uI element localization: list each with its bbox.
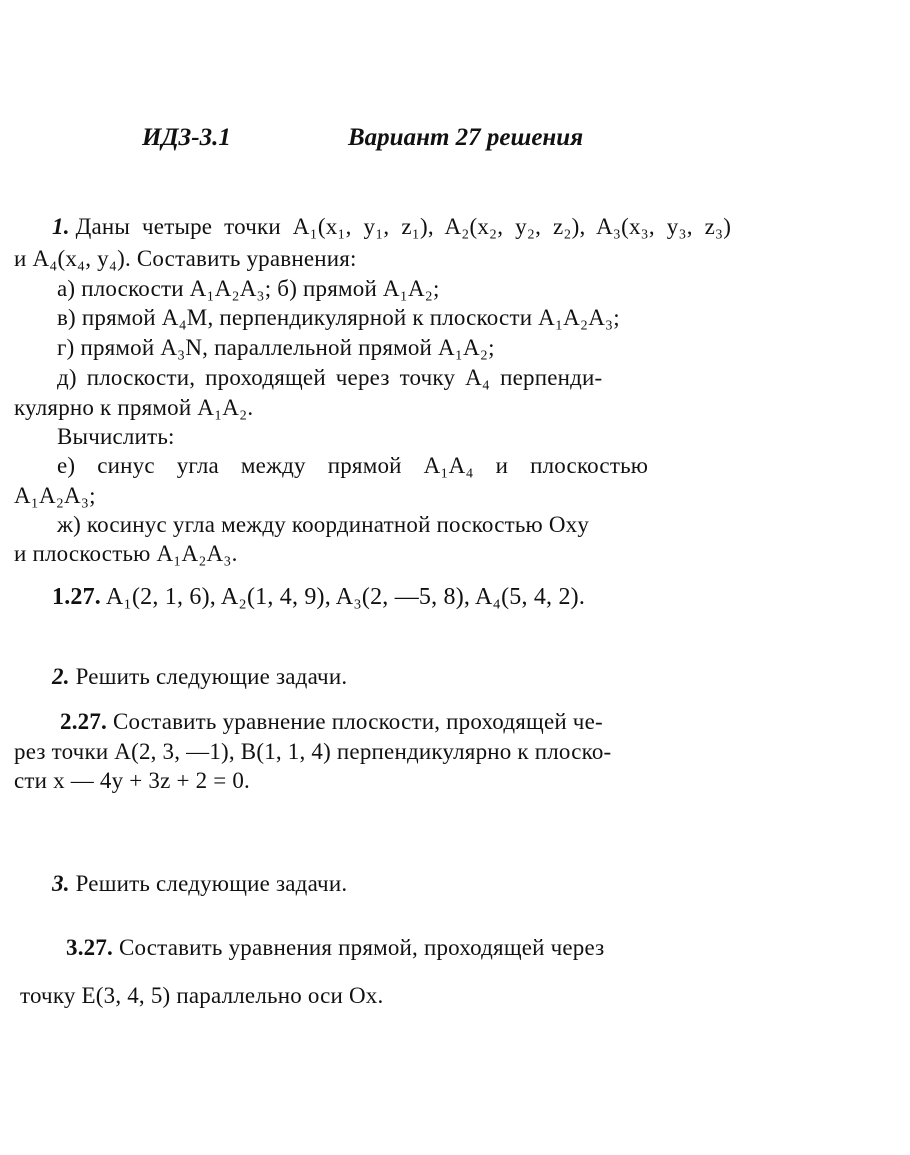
data-1-27-number: 1.27.: [52, 584, 101, 610]
task-3-27-text-1: Составить уравнения прямой, проходящей через: [118, 935, 605, 960]
task-2-number: 2.: [52, 664, 70, 689]
task-1-item-d-line-2: кулярно к прямой A₁A₂.: [14, 395, 254, 420]
task-3-27-number: 3.27.: [66, 935, 113, 960]
data-1-27: [52, 584, 585, 611]
task-1-calc-label: Вычислить:: [57, 424, 175, 449]
task-1-number: 1.: [52, 214, 70, 239]
task-1-item-zh-line-1: ж) косинус угла между координатной поскостью Oxy: [57, 512, 590, 537]
document-header: [0, 124, 910, 164]
task-3-number: 3.: [52, 871, 70, 896]
variant-title: Вариант 27 решения: [348, 124, 584, 151]
task-2-27-number: 2.27.: [60, 709, 107, 734]
task-1-item-e-line-2: A₁A₂A₃;: [14, 483, 96, 508]
task-1-item-g: г) прямой A₃N, параллельной прямой A₁A₂;: [57, 335, 495, 360]
task-2-text: Решить следующие задачи.: [75, 664, 348, 689]
task-2-27-line-2: рез точки A(2, 3, —1), B(1, 1, 4) перпендикулярно к плоско-: [14, 739, 612, 764]
task-3-text: Решить следующие задачи.: [75, 871, 348, 896]
task-1-text-1: Даны четыре точки A₁(x₁, y₁, z₁), A₂(x₂, y₂, z₂), A₃(x₃, y₃, z₃): [75, 214, 732, 239]
task-1-item-a: а) плоскости A₁A₂A₃; б) прямой A₁A₂;: [57, 276, 440, 301]
task-3-27-line-1: [66, 935, 604, 961]
task-1-item-d-line-1: д) плоскости, проходящей через точку A₄ перпенди-: [57, 365, 603, 390]
task-3-heading: [52, 871, 347, 897]
assignment-code: ИДЗ-3.1: [142, 124, 231, 151]
task-1-line-1: [52, 214, 902, 240]
task-2-heading: [52, 664, 347, 690]
task-2-27-text-1: Составить уравнение плоскости, проходящей че-: [112, 709, 603, 734]
task-1-item-v: в) прямой A₄M, перпендикулярной к плоскости A₁A₂A₃;: [57, 305, 620, 330]
data-1-27-points: A₁(2, 1, 6), A₂(1, 4, 9), A₃(2, —5, 8), A₄(5, 4, 2).: [105, 584, 586, 610]
task-1-line-2: и A₄(x₄, y₄). Составить уравнения:: [14, 246, 357, 271]
task-2-27-line-3: сти x — 4y + 3z + 2 = 0.: [14, 768, 250, 793]
task-2-27-line-1: [60, 709, 603, 735]
task-1-item-zh-line-2: и плоскостью A₁A₂A₃.: [14, 541, 238, 566]
task-1-item-e-line-1: е) синус угла между прямой A₁A₄ и плоскостью: [57, 453, 649, 478]
task-3-27-line-2: точку E(3, 4, 5) параллельно оси Ox.: [20, 983, 384, 1008]
